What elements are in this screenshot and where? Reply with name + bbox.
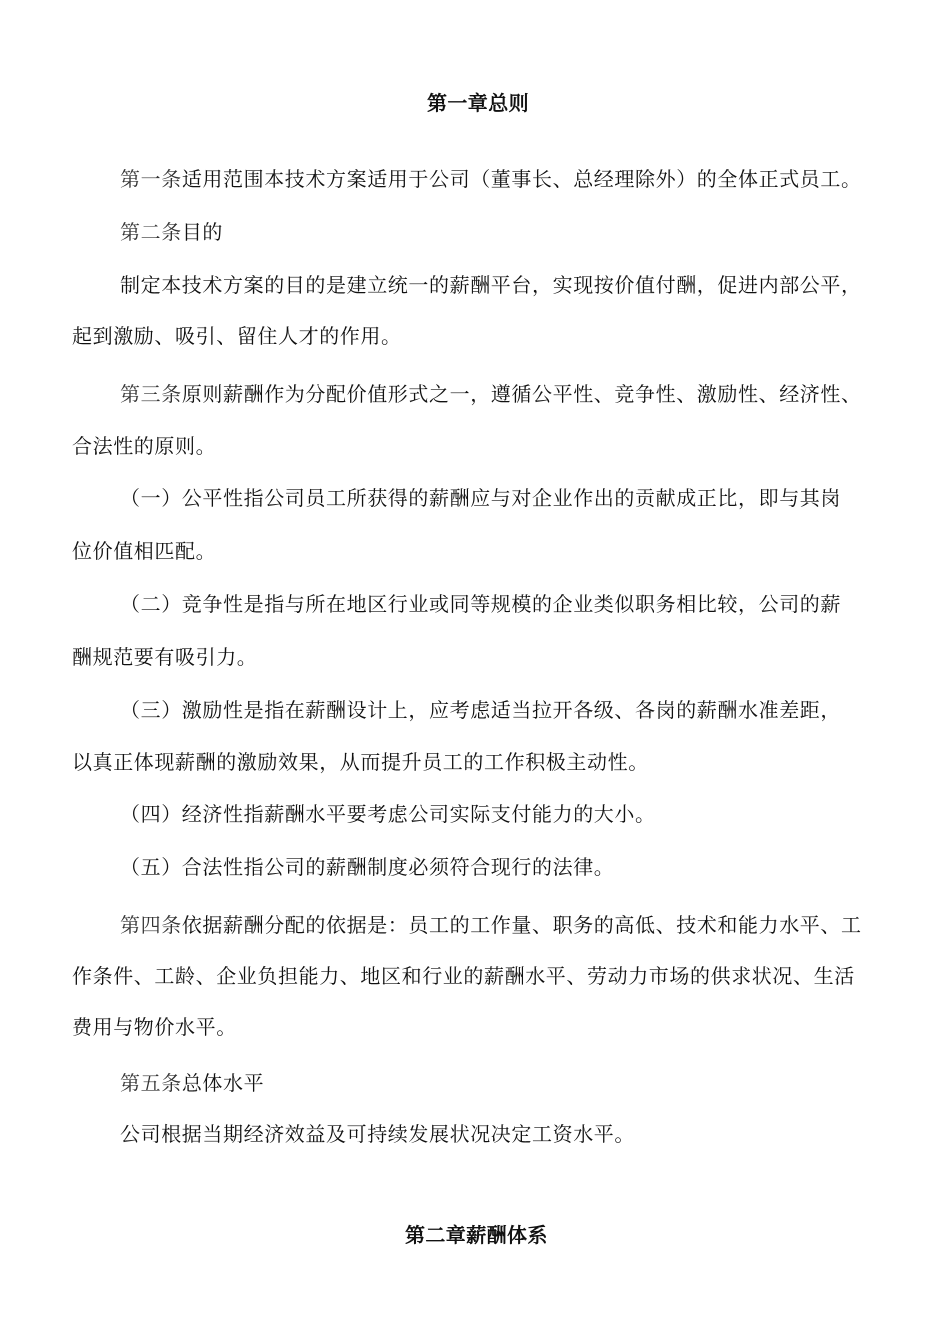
article3-item1-line1: （一）公平性指公司员工所获得的薪酬应与对企业作出的贡献成正比，即与其岗 [120,486,841,510]
article4-label: 第四条 [120,913,182,937]
article4 [120,911,862,939]
article1-label: 第一条 [120,167,182,191]
article3-item5: （五）合法性指公司的薪酬制度必须符合现行的法律。 [120,855,615,879]
article5-title: 总体水平 [181,1071,265,1095]
article2-label: 第二条 [120,220,182,244]
article5-heading [120,1069,264,1097]
article2-title: 目的 [181,220,224,244]
article3-label: 第三条 [120,382,182,406]
article3-item1-line2: 位价值相匹配。 [72,539,217,563]
article3 [120,380,862,408]
article4-line1: 依据薪酬分配的依据是：员工的工作量、职务的高低、技术和能力水平、工 [181,913,862,937]
article5-label: 第五条 [120,1071,182,1095]
article2-line2: 起到激励、吸引、留住人才的作用。 [72,324,402,348]
article3-item3-line2: 以真正体现薪酬的激励效果，从而提升员工的工作积极主动性。 [72,750,649,774]
article2-line1: 制定本技术方案的目的是建立统一的薪酬平台，实现按价值付酬，促进内部公平， [120,273,862,297]
article5-line1: 公司根据当期经济效益及可持续发展状况决定工资水平。 [120,1122,635,1146]
article1 [120,165,862,193]
article4-line2: 作条件、工龄、企业负担能力、地区和行业的薪酬水平、劳动力市场的供求状况、生活 [72,964,855,988]
article3-item2-line1: （二）竞争性是指与所在地区行业或同等规模的企业类似职务相比较，公司的薪 [120,592,841,616]
article3-line2: 合法性的原则。 [72,434,217,458]
chapter1-title: 第一章总则 [427,91,529,115]
article3-line1: 原则薪酬作为分配价值形式之一，遵循公平性、竞争性、激励性、经济性、 [181,382,862,406]
article3-item3-line1: （三）激励性是指在薪酬设计上，应考虑适当拉开各级、各岗的薪酬水准差距， [120,698,841,722]
article4-line3: 费用与物价水平。 [72,1015,237,1039]
article3-item2-line2: 酬规范要有吸引力。 [72,645,258,669]
article2-heading [120,218,223,246]
chapter2-title: 第二章薪酬体系 [405,1223,548,1247]
article3-item4: （四）经济性指薪酬水平要考虑公司实际支付能力的大小。 [120,802,656,826]
article1-text: 适用范围本技术方案适用于公司（董事长、总经理除外）的全体正式员工。 [181,167,862,191]
